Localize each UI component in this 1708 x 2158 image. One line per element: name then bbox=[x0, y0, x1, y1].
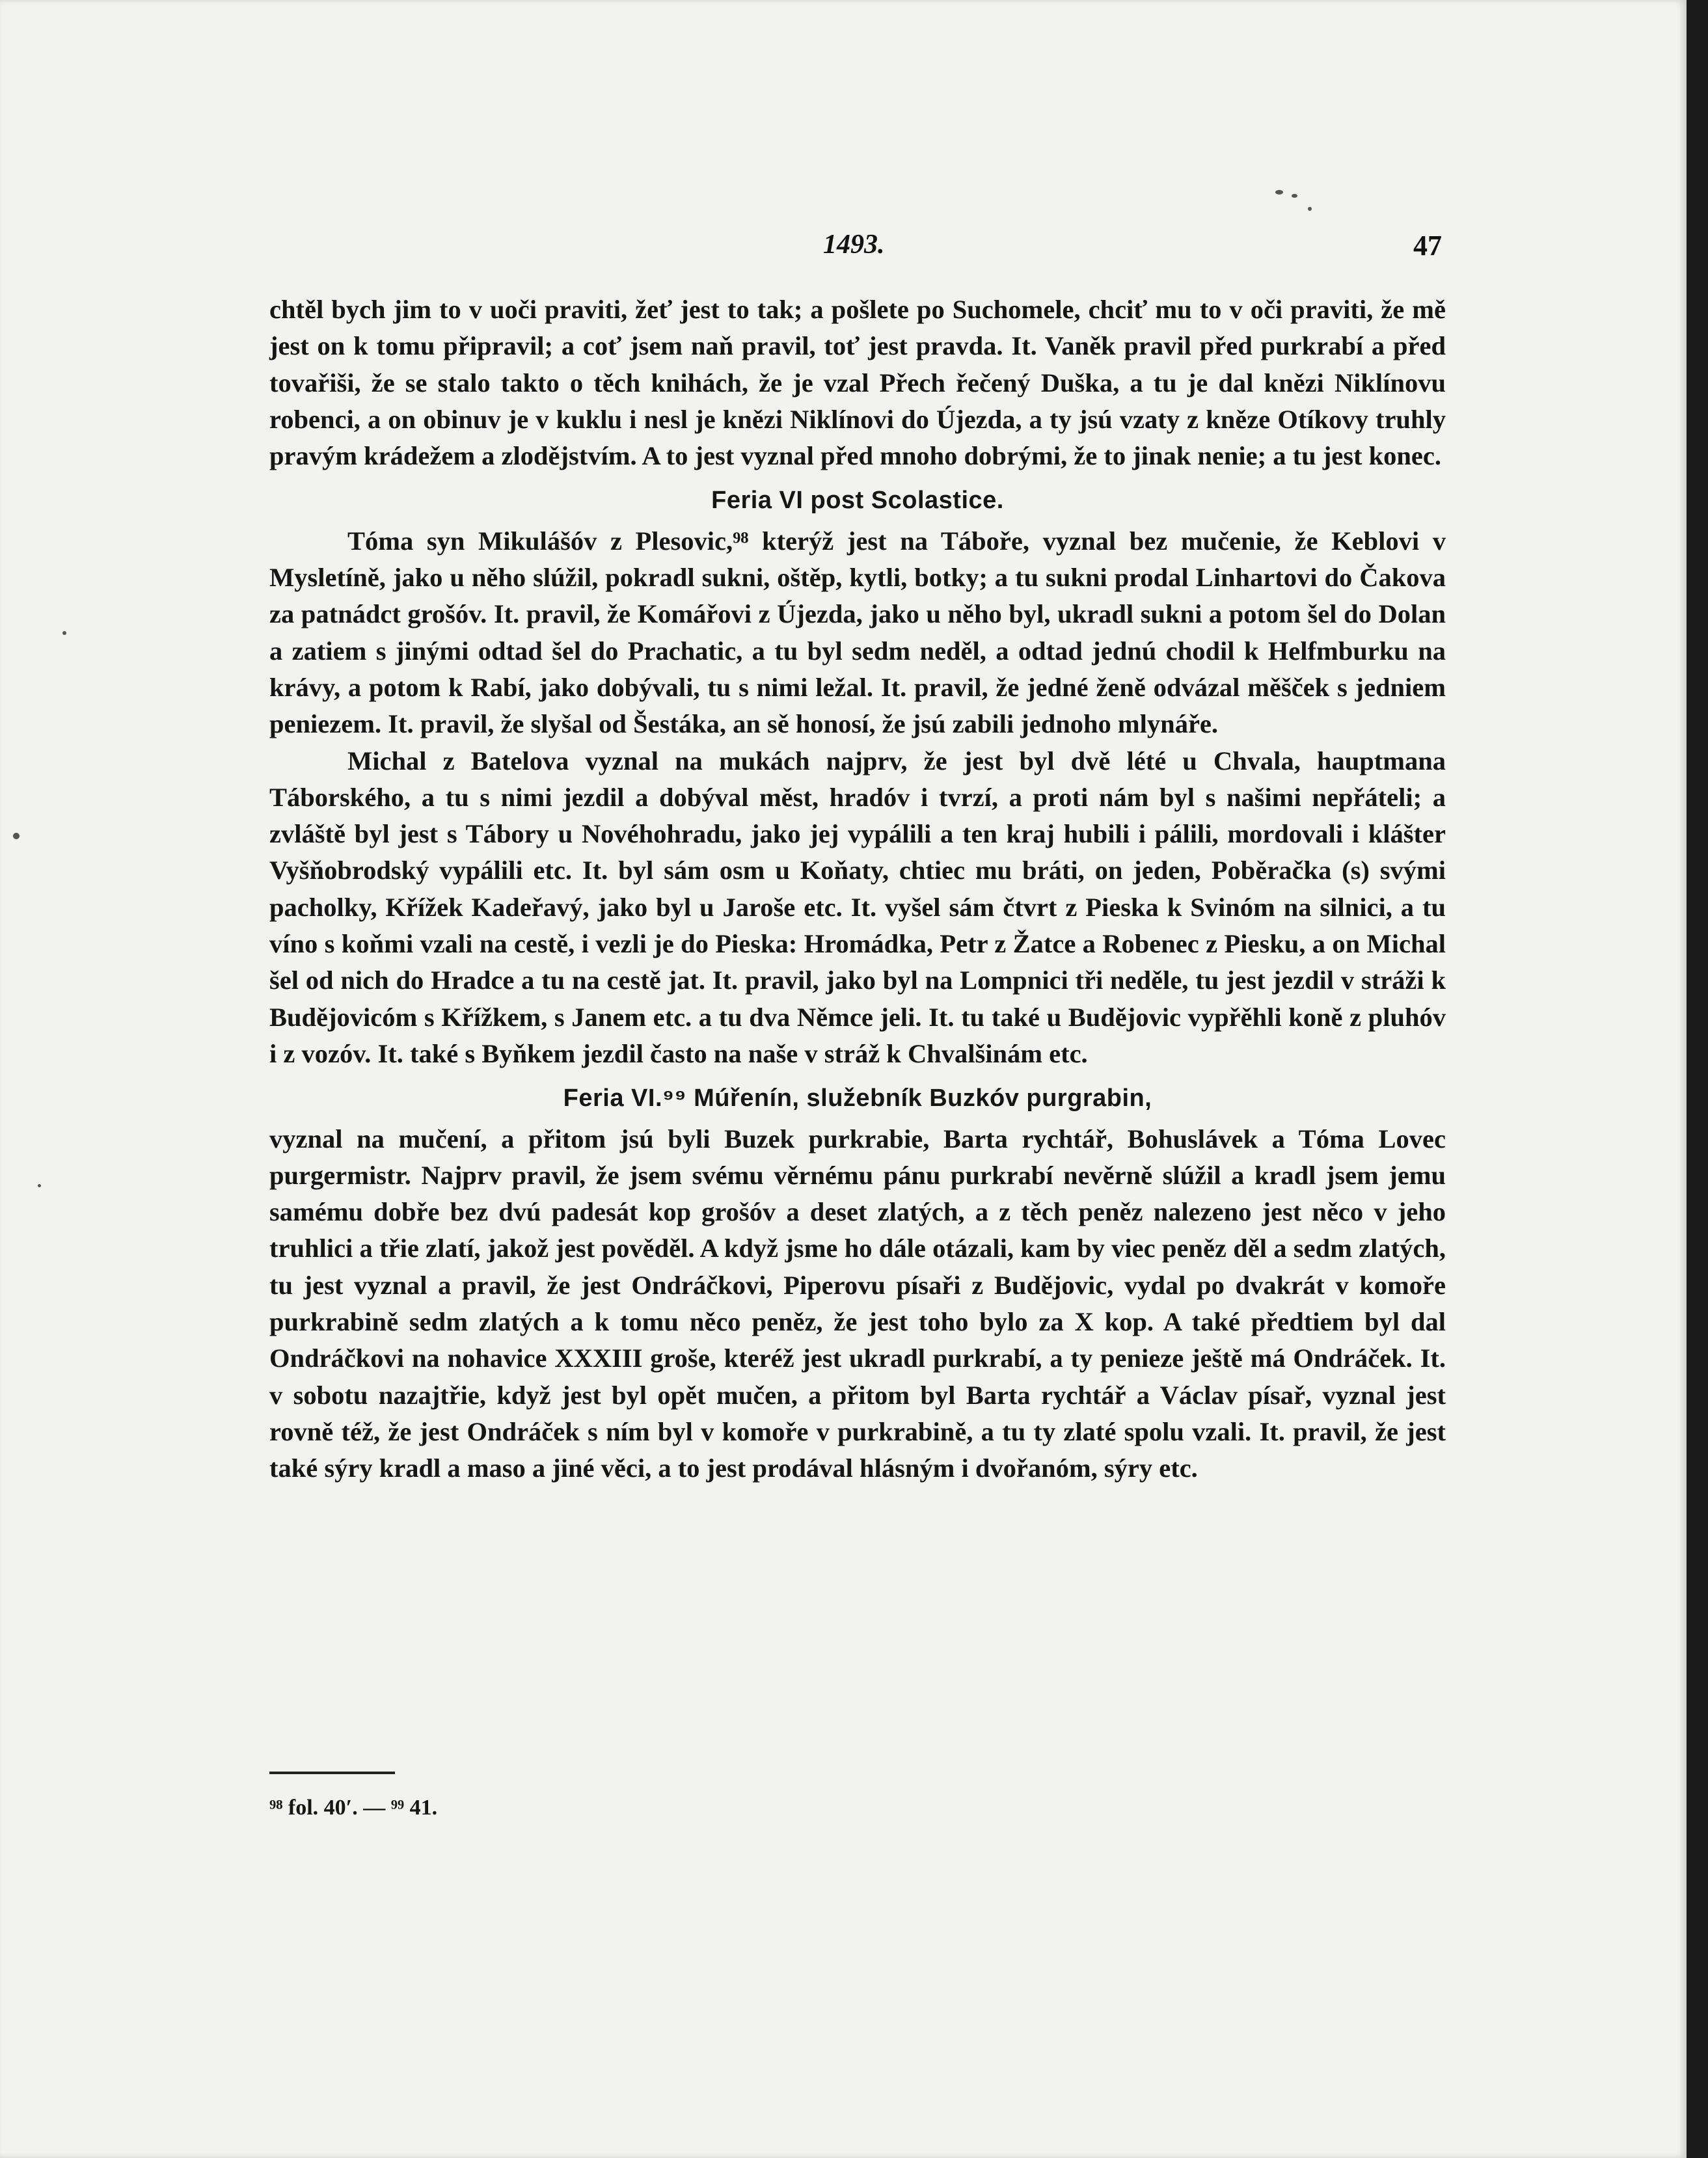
print-speck bbox=[1275, 190, 1283, 195]
main-text bbox=[269, 291, 1446, 1487]
print-speck bbox=[1308, 207, 1312, 211]
print-speck bbox=[62, 631, 66, 635]
running-head bbox=[0, 229, 1687, 262]
section-heading: Feria VI.⁹⁹ Múřenín, služebník Buzkóv purgrabin, bbox=[563, 1085, 1152, 1113]
page-year: 1493. bbox=[823, 230, 885, 260]
footnotes: ⁹⁸ fol. 40′. — ⁹⁹ 41. bbox=[269, 1796, 438, 1820]
print-speck bbox=[1292, 194, 1297, 198]
print-speck bbox=[13, 833, 20, 839]
paragraph: chtěl bych jim to v uoči praviti, žeť jest to tak; a pošlete po Suchomele, chciť mu to v oči praviti, že mě jest on k tomu připravil; a coť jsem naň pravil, toť jest pravda. It. Vaněk pravil před purkrabí a před tovařiši, že se stalo takto o těch knihách, že je vzal Přech řečený Duška, a tu je dal knězi Niklínovu robenci, a on obinuv je v kuklu i nesl je knězi Niklínovi do Újezda, a ty jsú vzaty z kněze Otíkovy truhly pravým krádežem a zlodějstvím. A to jest vyznal před mnoho dobrými, že to jinak nenie; a tu jest konec. bbox=[269, 295, 1446, 471]
section-heading: Feria VI post Scolasticе. bbox=[711, 487, 1004, 515]
paragraph: vyznal na mučení, a přitom jsú byli Buzek purkrabie, Barta rychtář, Bohuslávek a Tóma Lovec purgermistr. Najprv pravil, že jsem svému věrnému pánu purkrabí nevěrně slúžil a kradl jsem jemu samému dobře bez dvú padesát kop grošóv a deset zlatých, a z těch peněz nalezeno jest něco v jeho truhlici a třie zlatí, jakož jest pověděl. A když jsme ho dále otázali, kam by viec peněz děl a sedm zlatých, tu jest vyznal a pravil, že jest Ondráčkovi, Piperovu písaři z Budějovic, vydal po dvakrát v komoře purkrabině sedm zlatých a k tomu něco peněz, že jest toho bylo za X kop. A také předtiem byl dal Ondráčkovi na nohavice XXXIII groše, kteréž jest ukradl purkrabí, a ty penieze ještě má Ondráček. It. v sobotu nazajtřie, když jest byl opět mučen, a přitom byl Barta rychtář a Václav písař, vyznal jest rovně též, že jest Ondráček s ním byl v komoře v purkrabině, a tu ty zlaté spolu vzali. It. pravil, že jest také sýry kradl a maso a jiné věci, a to jest prodával hlásným i dvořanóm, sýry etc. bbox=[269, 1124, 1446, 1483]
print-speck bbox=[38, 1184, 41, 1187]
page-number: 47 bbox=[1413, 230, 1442, 262]
paragraph: Tóma syn Mikulášóv z Plesovic,⁹⁸ kterýž jest na Táboře, vyznal bez mučenie, že Keblovi v Mysletíně, jako u něho slúžil, pokradl sukni, oštěp, kytli, botky; a tu sukni prodal Linhartovi do Čakova za patnádct grošóv. It. pravil, že Komářovi z Újezda, jako u něho byl, ukradl sukni a potom šel do Dolan a zatiem s jinými odtad šel do Prachatic, a tu byl sedm neděl, a odtad jednú chodil k Helfmburku na krávy, a potom k Rabí, jako dobývali, tu s nimi ležal. It. pravil, že jedné ženě odvázal měšček s jedniem peniezem. It. pravil, že slyšal od Šestáka, an sě honosí, že jsú zabili jednoho mlynáře. bbox=[269, 526, 1446, 739]
paragraph: Michal z Batelova vyznal na mukách najprv, že jest byl dvě lété u Chvala, hauptmana Táborského, a tu s nimi jezdil a dobýval měst, hradóv i tvrzí, a proti nám byl s našimi nepřáteli; a zvláště byl jest s Tábory u Novéhohradu, jako jej vypálili a ten kraj hubili i pálili, mordovali i klášter Vyšňobrodský vypálili etc. It. byl sám osm u Koňaty, chtiec mu bráti, on jeden, Poběračka (s) svými pacholky, Křížek Kadeřavý, jako byl u Jaroše etc. It. vyšel sám čtvrt z Pieska k Svinóm na silnici, a tu víno s koňmi vzali na cestě, i vezli je do Pieska: Hromádka, Petr z Žatce a Robenec z Piesku, a on Michal šel od nich do Hradce a tu na cestě jat. It. pravil, jako byl na Lompnici tři neděle, tu jest jezdil v stráži k Budějovicóm s Křížkem, s Janem etc. a tu dva Němce jeli. It. tu také u Budějovic vypřěhli koně z pluhóv i z vozóv. It. také s Byňkem jezdil často na naše v stráž k Chvalšinám etc. bbox=[269, 746, 1446, 1068]
footnote-rule bbox=[269, 1772, 395, 1774]
